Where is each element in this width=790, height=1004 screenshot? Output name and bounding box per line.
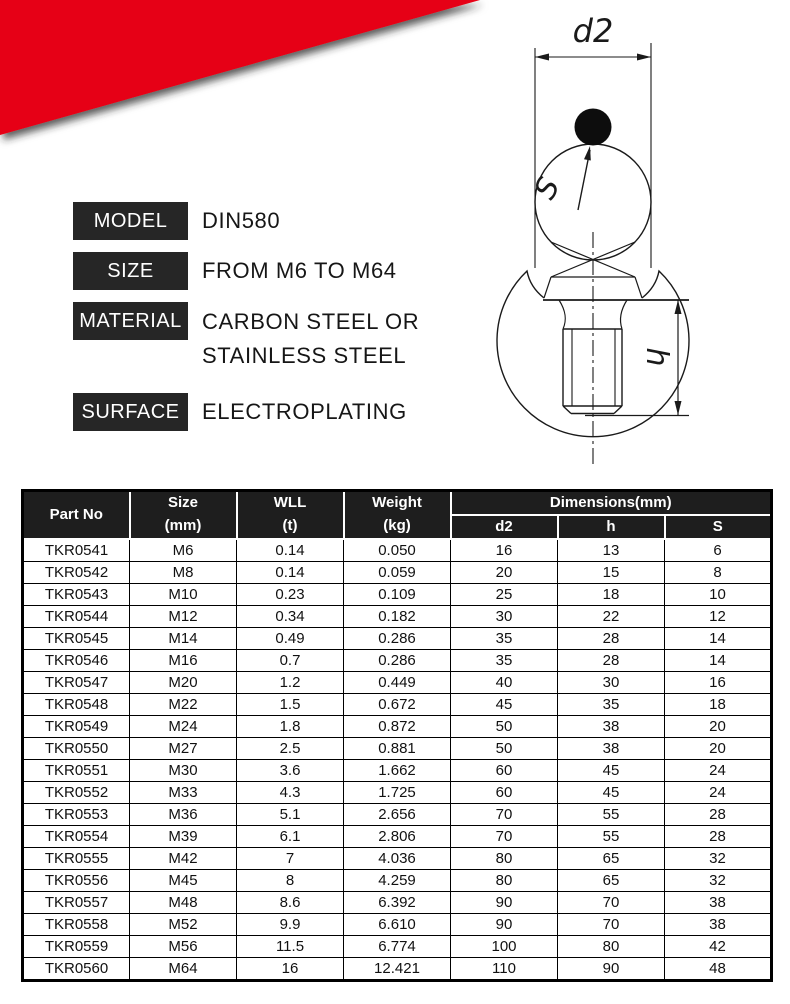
table-cell: 14 (665, 628, 772, 650)
spec-row-surface (73, 393, 407, 431)
table-cell: 38 (558, 738, 665, 760)
table-cell: 35 (451, 628, 558, 650)
table-cell: 100 (451, 936, 558, 958)
col-header-part-no: Part No (23, 491, 130, 540)
table-cell: TKR0553 (23, 804, 130, 826)
dimension-h (585, 300, 689, 416)
table-cell: 0.182 (344, 606, 451, 628)
spec-row-size (73, 252, 397, 290)
table-cell: 1.725 (344, 782, 451, 804)
table-cell: 0.449 (344, 672, 451, 694)
table-cell: 4.036 (344, 848, 451, 870)
dim-label-s: S (527, 171, 568, 206)
table-row (23, 914, 772, 936)
table-cell: 65 (558, 848, 665, 870)
table-cell: M64 (130, 958, 237, 981)
table-cell: 10 (665, 584, 772, 606)
table-cell: 2.656 (344, 804, 451, 826)
table-cell: TKR0555 (23, 848, 130, 870)
table-cell: 32 (665, 870, 772, 892)
table-cell: TKR0559 (23, 936, 130, 958)
table-row (23, 606, 772, 628)
table-cell: TKR0542 (23, 562, 130, 584)
table-cell: M10 (130, 584, 237, 606)
table-row (23, 760, 772, 782)
table-cell: 20 (451, 562, 558, 584)
table-row (23, 782, 772, 804)
table-cell: TKR0552 (23, 782, 130, 804)
table-cell: 0.23 (237, 584, 344, 606)
arrowhead-right-icon (637, 54, 651, 61)
table-cell: 80 (451, 848, 558, 870)
table-cell: 65 (558, 870, 665, 892)
table-cell: 0.286 (344, 650, 451, 672)
table-cell: 0.49 (237, 628, 344, 650)
eye-bolt-technical-drawing (470, 0, 720, 480)
table-cell: TKR0560 (23, 958, 130, 981)
spec-value-material-line1: CARBON STEEL OR (202, 309, 420, 334)
table-cell: 28 (558, 650, 665, 672)
table-cell: 1.5 (237, 694, 344, 716)
spec-row-model (73, 202, 280, 240)
table-row (23, 936, 772, 958)
col-header-weight: Weight (344, 491, 451, 516)
spec-table-header (23, 491, 772, 540)
table-row (23, 848, 772, 870)
table-cell: 6.1 (237, 826, 344, 848)
table-row (23, 584, 772, 606)
table-cell: M36 (130, 804, 237, 826)
col-header-weight-unit: (kg) (344, 515, 451, 539)
table-cell: TKR0547 (23, 672, 130, 694)
table-cell: TKR0551 (23, 760, 130, 782)
table-cell: M24 (130, 716, 237, 738)
table-cell: 70 (558, 892, 665, 914)
table-cell: 8.6 (237, 892, 344, 914)
table-cell: 6 (665, 539, 772, 562)
table-cell: M8 (130, 562, 237, 584)
table-cell: 4.3 (237, 782, 344, 804)
table-cell: 1.2 (237, 672, 344, 694)
table-cell: 28 (558, 628, 665, 650)
table-cell: 3.6 (237, 760, 344, 782)
table-cell: M27 (130, 738, 237, 760)
table-cell: TKR0545 (23, 628, 130, 650)
table-cell: M20 (130, 672, 237, 694)
table-cell: 0.881 (344, 738, 451, 760)
table-cell: 30 (451, 606, 558, 628)
table-cell: M6 (130, 539, 237, 562)
arrowhead-s-icon (584, 146, 591, 161)
table-cell: TKR0556 (23, 870, 130, 892)
table-cell: 9.9 (237, 914, 344, 936)
table-cell: TKR0558 (23, 914, 130, 936)
table-cell: 35 (451, 650, 558, 672)
table-row (23, 804, 772, 826)
table-cell: M16 (130, 650, 237, 672)
table-cell: 38 (558, 716, 665, 738)
col-header-h: h (558, 515, 665, 539)
spec-value-model: DIN580 (202, 208, 281, 233)
table-cell: 50 (451, 738, 558, 760)
table-row (23, 672, 772, 694)
table-row (23, 958, 772, 981)
table-cell: 6.774 (344, 936, 451, 958)
table-cell: 13 (558, 539, 665, 562)
table-cell: 80 (558, 936, 665, 958)
col-header-size-unit: (mm) (130, 515, 237, 539)
table-cell: 90 (451, 914, 558, 936)
table-cell: 0.7 (237, 650, 344, 672)
table-row (23, 562, 772, 584)
table-cell: 40 (451, 672, 558, 694)
table-row (23, 539, 772, 562)
table-cell: M33 (130, 782, 237, 804)
table-row (23, 826, 772, 848)
table-cell: 55 (558, 826, 665, 848)
table-cell: 18 (665, 694, 772, 716)
table-cell: M22 (130, 694, 237, 716)
table-cell: 0.34 (237, 606, 344, 628)
table-cell: TKR0557 (23, 892, 130, 914)
arrowhead-left-icon (535, 54, 549, 61)
table-cell: 20 (665, 716, 772, 738)
table-cell: 18 (558, 584, 665, 606)
table-cell: 90 (451, 892, 558, 914)
spec-value-material (202, 302, 419, 373)
table-cell: 32 (665, 848, 772, 870)
table-cell: TKR0554 (23, 826, 130, 848)
table-cell: 6.610 (344, 914, 451, 936)
table-cell: 50 (451, 716, 558, 738)
table-cell: 2.5 (237, 738, 344, 760)
arrowhead-down-icon (675, 401, 682, 415)
table-cell: 45 (558, 782, 665, 804)
table-cell: 8 (665, 562, 772, 584)
table-cell: TKR0541 (23, 539, 130, 562)
table-cell: 90 (558, 958, 665, 981)
table-cell: 4.259 (344, 870, 451, 892)
table-cell: M12 (130, 606, 237, 628)
table-cell: TKR0548 (23, 694, 130, 716)
table-cell: 16 (665, 672, 772, 694)
table-cell: 24 (665, 760, 772, 782)
table-cell: 20 (665, 738, 772, 760)
table-cell: TKR0546 (23, 650, 130, 672)
table-cell: 28 (665, 826, 772, 848)
table-cell: 1.8 (237, 716, 344, 738)
table-cell: 16 (237, 958, 344, 981)
table-cell: 30 (558, 672, 665, 694)
table-cell: 0.14 (237, 539, 344, 562)
table-row (23, 650, 772, 672)
table-cell: 12.421 (344, 958, 451, 981)
table-cell: 0.050 (344, 539, 451, 562)
table-cell: 110 (451, 958, 558, 981)
spec-value-size: FROM M6 TO M64 (202, 258, 397, 283)
table-cell: 11.5 (237, 936, 344, 958)
table-cell: 2.806 (344, 826, 451, 848)
table-cell: 0.059 (344, 562, 451, 584)
table-cell: M14 (130, 628, 237, 650)
table-cell: M30 (130, 760, 237, 782)
table-cell: 0.672 (344, 694, 451, 716)
table-cell: M56 (130, 936, 237, 958)
spec-label-material: MATERIAL (73, 302, 188, 340)
table-row (23, 716, 772, 738)
col-header-dimensions: Dimensions(mm) (451, 491, 772, 516)
table-cell: 35 (558, 694, 665, 716)
table-cell: 0.14 (237, 562, 344, 584)
table-cell: 70 (451, 804, 558, 826)
spec-value-material-line2: STAINLESS STEEL (202, 343, 407, 368)
table-cell: TKR0549 (23, 716, 130, 738)
red-corner-banner (0, 0, 540, 180)
section-dot (575, 109, 612, 146)
spec-table-body (23, 539, 772, 981)
table-cell: 6.392 (344, 892, 451, 914)
table-cell: 45 (451, 694, 558, 716)
table-cell: 15 (558, 562, 665, 584)
table-cell: M52 (130, 914, 237, 936)
dim-label-d2: d2 (572, 12, 614, 50)
dim-label-h: h (639, 347, 674, 367)
table-cell: 60 (451, 760, 558, 782)
table-cell: 24 (665, 782, 772, 804)
spec-row-material (73, 302, 419, 373)
table-cell: 14 (665, 650, 772, 672)
table-cell: 42 (665, 936, 772, 958)
table-cell: 22 (558, 606, 665, 628)
table-cell: 70 (558, 914, 665, 936)
table-cell: 48 (665, 958, 772, 981)
table-cell: M48 (130, 892, 237, 914)
table-cell: 7 (237, 848, 344, 870)
table-cell: M45 (130, 870, 237, 892)
col-header-wll-unit: (t) (237, 515, 344, 539)
spec-value-surface: ELECTROPLATING (202, 399, 407, 424)
col-header-wll: WLL (237, 491, 344, 516)
table-cell: 0.872 (344, 716, 451, 738)
table-cell: 45 (558, 760, 665, 782)
col-header-d2: d2 (451, 515, 558, 539)
spec-label-model: MODEL (73, 202, 188, 240)
table-cell: 0.109 (344, 584, 451, 606)
spec-table (21, 489, 773, 982)
table-cell: 70 (451, 826, 558, 848)
table-cell: 38 (665, 914, 772, 936)
spec-label-surface: SURFACE (73, 393, 188, 431)
table-cell: 16 (451, 539, 558, 562)
table-cell: 55 (558, 804, 665, 826)
table-cell: 80 (451, 870, 558, 892)
table-cell: 25 (451, 584, 558, 606)
table-cell: 1.662 (344, 760, 451, 782)
table-row (23, 870, 772, 892)
table-row (23, 738, 772, 760)
table-cell: 38 (665, 892, 772, 914)
table-row (23, 628, 772, 650)
table-cell: M39 (130, 826, 237, 848)
col-header-s: S (665, 515, 772, 539)
table-cell: 28 (665, 804, 772, 826)
table-cell: TKR0550 (23, 738, 130, 760)
table-cell: 8 (237, 870, 344, 892)
red-triangle (0, 0, 480, 135)
table-row (23, 694, 772, 716)
spec-label-size: SIZE (73, 252, 188, 290)
table-cell: TKR0544 (23, 606, 130, 628)
table-cell: 0.286 (344, 628, 451, 650)
table-cell: M42 (130, 848, 237, 870)
table-cell: 5.1 (237, 804, 344, 826)
table-cell: 12 (665, 606, 772, 628)
table-cell: 60 (451, 782, 558, 804)
table-cell: TKR0543 (23, 584, 130, 606)
col-header-size: Size (130, 491, 237, 516)
table-row (23, 892, 772, 914)
